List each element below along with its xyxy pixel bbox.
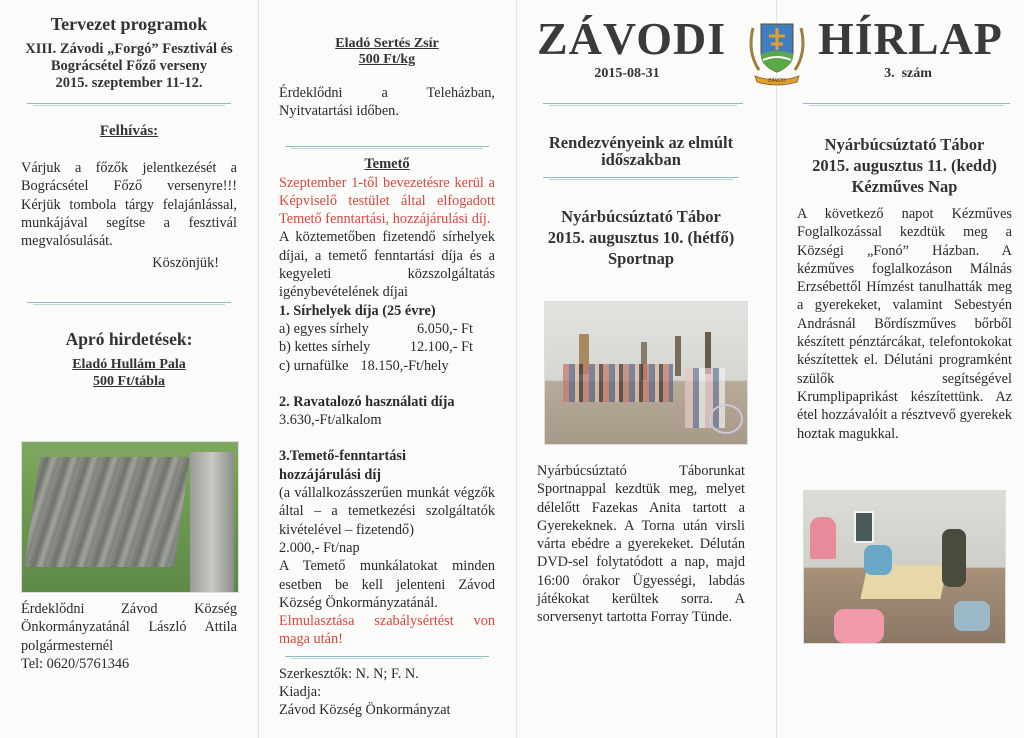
publisher-label: Kiadja: — [279, 684, 322, 701]
fee-row — [279, 357, 495, 375]
fees1-heading: 1. Sírhelyek díja (25 évre) — [279, 302, 436, 319]
fee-price: 12.100,- Ft — [409, 339, 473, 356]
emblem-label: ZÁVOD — [768, 78, 786, 84]
divider — [281, 653, 493, 661]
masthead-title-right: HÍRLAP — [818, 13, 1003, 64]
fee-price: 6.050,- Ft — [416, 320, 473, 337]
festival-date: 2015. szeptember 11-12. — [55, 75, 203, 91]
divider — [23, 299, 235, 307]
ad1-phone: Tel: 0620/5761346 — [21, 655, 130, 672]
cemetery-notice: A Temető munkálatokat minden esetben be kell jelenteni Závod Község Önkormányzatánál. — [279, 558, 495, 611]
programs-heading: Tervezet programok — [50, 14, 208, 34]
event1-date: 2015. augusztus 10. (hétfő) — [547, 228, 735, 247]
photo-corrugated-sheets — [21, 441, 239, 593]
fees3-value: 2.000,- Ft/nap — [279, 539, 360, 556]
fold-line — [776, 0, 777, 738]
publisher: Závod Község Önkormányzat — [279, 702, 451, 719]
festival-line-2: Bográcsétel Főző verseny — [50, 58, 208, 74]
ad2-contact: Érdeklődni a Teleházban, Nyitvatartási időben. — [279, 85, 495, 120]
cemetery-heading: Temető — [364, 155, 410, 172]
masthead-title-left: ZÁVODI — [537, 13, 727, 64]
issue-date: 2015-08-31 — [594, 66, 660, 81]
fold-line — [258, 0, 259, 738]
divider — [23, 100, 235, 108]
event1-subtitle: Sportnap — [607, 249, 675, 268]
fee-label: c) urnafülke — [279, 357, 349, 374]
divider — [281, 143, 493, 151]
column-craft-day — [797, 134, 1012, 443]
event2-title: Nyárbúcsúztató Tábor — [824, 135, 985, 154]
festival-line-1: XIII. Závodi „Forgó” Fesztivál és — [25, 41, 233, 57]
ad1-title: Eladó Hullám Pala — [72, 356, 186, 372]
ad1-price: 500 Ft/tábla — [93, 373, 165, 389]
ad2-title: Eladó Sertés Zsír — [335, 36, 439, 51]
ad1-contact-block — [21, 600, 237, 673]
column-events — [537, 134, 745, 269]
event2-subtitle: Kézműves Nap — [851, 177, 958, 196]
fee-label: a) egyes sírhely — [279, 320, 369, 337]
call-heading: Felhívás: — [99, 123, 159, 139]
ad1-contact: Érdeklődni Závod Község Önkormányzatánál László Attila polgármesternél — [21, 601, 237, 654]
cemetery-warning: Elmulasztása szabálysértést von maga után! — [279, 613, 495, 648]
fee-row — [279, 338, 495, 356]
fee-row — [279, 320, 495, 338]
fold-line — [516, 0, 517, 738]
fees3-text: (a vállalkozásszerűen munkát végzők által – a temetkezési szolgáltatók kivételével – fizetendő) — [279, 485, 495, 538]
masthead-left — [537, 13, 727, 82]
call-text: Várjuk a főzők jelentkezését a Bográcsétel Főző versenyre!!! Kérjük tombola tárgy felajánlással, munkájával segítse a fesztivál megvalósulását. — [21, 160, 237, 250]
editors: Szerkesztők: N. N; F. N. — [279, 665, 419, 682]
issue-number: 3. szám — [884, 66, 932, 81]
divider — [539, 174, 743, 182]
column-programs — [21, 0, 237, 390]
fees2-heading: 2. Ravatalozó használati díja — [279, 393, 455, 410]
divider — [539, 100, 747, 108]
event1-body-block — [537, 462, 745, 627]
event1-body: Nyárbúcsúztató Táborunkat Sportnappal kezdtük meg, melyet délelőtt Fazekas Anita tartott a Gyerekeknek. A Torna után virsli várta ebédre a gyerekeket. Délután DVD-sel folytatódott a nap, majd 16:00 órakor Ügyességi, labdás játékokat kerültek sorra. A sorversenyt tartotta Forray Tünde. — [537, 463, 745, 626]
divider — [799, 100, 1014, 108]
event1-title: Nyárbúcsúztató Tábor — [561, 207, 721, 226]
fees3-heading: 3.Temető-fenntartási hozzájárulási díj — [279, 448, 406, 483]
masthead-right — [818, 13, 1003, 82]
fee-label: b) kettes sírhely — [279, 339, 371, 356]
cemetery-intro: A köztemetőben fizetendő sírhelyek díjai, a temető fenntartási díja és a kegyeleti közszolgáltatás igénybevételének díjai — [279, 229, 495, 301]
photo-sportnap — [544, 301, 748, 445]
fees2-value: 3.630,-Ft/alkalom — [279, 412, 382, 429]
fee-price: 18.150,-Ft/hely — [360, 357, 449, 374]
events-section-heading: Rendezvényeink az elmúlt időszakban — [548, 133, 734, 169]
coat-of-arms-icon — [745, 18, 809, 86]
ad2-price: 500 Ft/kg — [358, 52, 416, 67]
column-ads-cemetery — [279, 0, 495, 720]
thanks-text: Köszönjük! — [152, 255, 219, 272]
photo-kezmuves-nap — [803, 490, 1006, 644]
event2-date: 2015. augusztus 11. (kedd) — [812, 156, 997, 175]
event2-body: A következő napot Kézműves Foglalkozással kezdtük meg a Községi „Fonó” Házban. A kézműves foglalkozáson Málnás Erzsébettől Hímzést tanulhatták meg a gyerekeket, valamint Sebestyén Andrásnál Bőrdíszműves bőrből készített pénztárcákat, telefontokokat készítettek el. Délutáni programként szülők segítségével Krumplipaprikást készítettünk. Az étel hozzávalóit a résztvevő gyerekek hoztak magukkal. — [797, 206, 1012, 442]
ads-heading: Apró hirdetések: — [65, 328, 193, 349]
cemetery-announcement: Szeptember 1-től bevezetésre kerül a Képviselő testület által elfogadott Temető fenntartási, hozzájárulási díj. — [279, 174, 495, 228]
